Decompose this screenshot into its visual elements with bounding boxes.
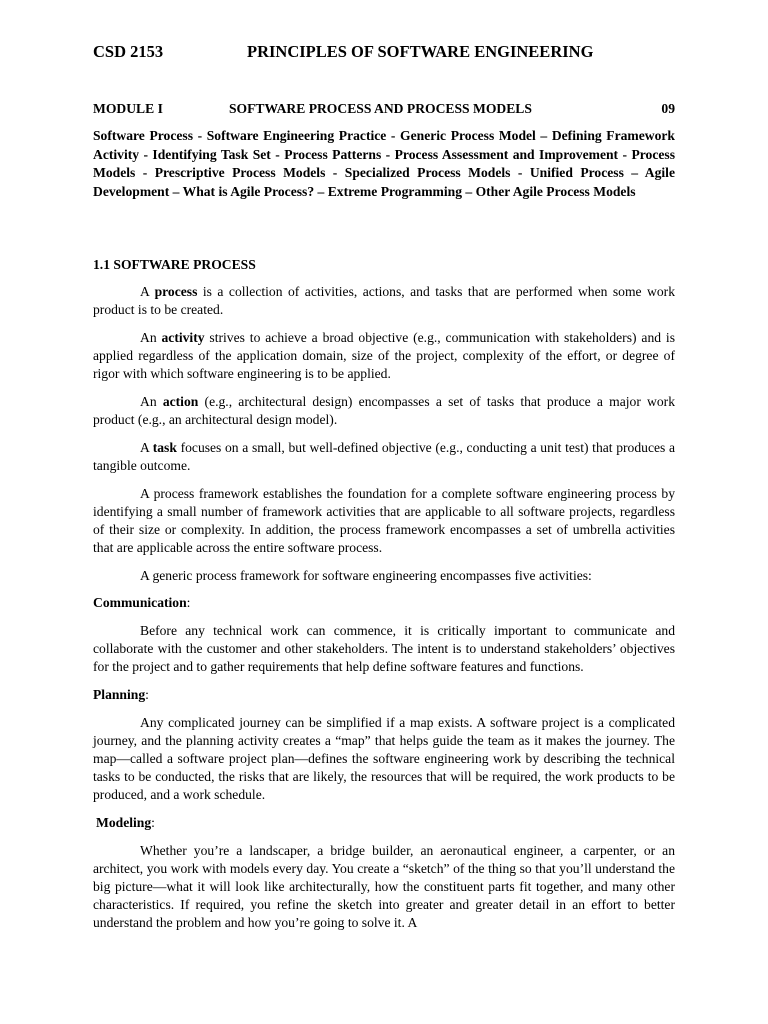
course-title: PRINCIPLES OF SOFTWARE ENGINEERING [247, 42, 594, 61]
section-heading: 1.1 SOFTWARE PROCESS [93, 257, 256, 272]
communication-heading: Communication: [93, 595, 191, 611]
communication-paragraph: Before any technical work can commence, it is critically important to communicate and collaborate with the customer and other stakeholders. The intent is to understand stakeholders’ objectives for the project and to gather requirements that help define software features and functions. [93, 622, 675, 675]
module-syllabus: Software Process - Software Engineering Practice - Generic Process Model – Defining Framework Activity - Identifying Task Set - Process Patterns - Process Assessment and Improvement - Process Models - Prescriptive Process Models - Specialized Process Models - Unified Process – Agile Development – What is Agile Process? – Extreme Programming – Other Agile Process Models [93, 128, 675, 199]
generic-framework-paragraph: A generic process framework for software engineering encompasses five activities: [140, 567, 592, 583]
planning-paragraph: Any complicated journey can be simplified if a map exists. A software project is a complicated journey, and the planning activity creates a “map” that helps guide the team as it makes the journey. The map—called a software project plan—defines the software engineering work by describing the technical tasks to be conducted, the risks that are likely, the resources that will be required, the work products to be produced, and a work schedule. [93, 714, 675, 803]
course-code: CSD 2153 [93, 42, 164, 61]
section-content [93, 256, 675, 942]
activity-definition: An activity strives to achieve a broad objective (e.g., communication with stakeholders) and is applied regardless of the application domain, size of the project, complexity of the effort, or degree of rigor with which software engineering is to be applied. [93, 330, 675, 382]
term-process: process [154, 284, 198, 300]
task-definition: A task focuses on a small, but well-defined objective (e.g., conducting a unit test) that produces a tangible outcome. [93, 439, 675, 473]
planning-heading: Planning: [93, 686, 149, 702]
module-header [93, 101, 675, 119]
framework-paragraph: A process framework establishes the foundation for a complete software engineering process by identifying a small number of framework activities that are applicable to all software projects, regardless of their size or complexity. In addition, the process framework encompasses a set of umbrella activities that are applicable across the entire software process. [93, 485, 675, 556]
term-activity: activity [161, 330, 205, 345]
module-hours: 09 [661, 101, 675, 116]
module-label: MODULE I [93, 101, 163, 116]
modeling-paragraph: Whether you’re a landscaper, a bridge builder, an aeronautical engineer, a carpenter, or an architect, you work with models every day. You create a “sketch” of the thing so that you’ll understand the big picture—what it will look like architecturally, how the constituent parts fit together, and many other characteristics. If required, you refine the sketch into greater and greater detail in an effort to better understand the problem and how you’re going to solve it. A [93, 842, 675, 931]
modeling-heading: Modeling: [96, 814, 155, 830]
action-definition: An action (e.g., architectural design) encompasses a set of tasks that produce a major work product (e.g., an architectural design model). [93, 394, 675, 428]
term-action: action [162, 394, 199, 409]
process-definition: A process is a collection of activities, actions, and tasks that are performed when some work product is to be created. [93, 284, 675, 318]
page-header [93, 42, 675, 64]
module-title: SOFTWARE PROCESS AND PROCESS MODELS [229, 101, 532, 116]
document-page [93, 0, 675, 1024]
term-task: task [152, 439, 177, 455]
